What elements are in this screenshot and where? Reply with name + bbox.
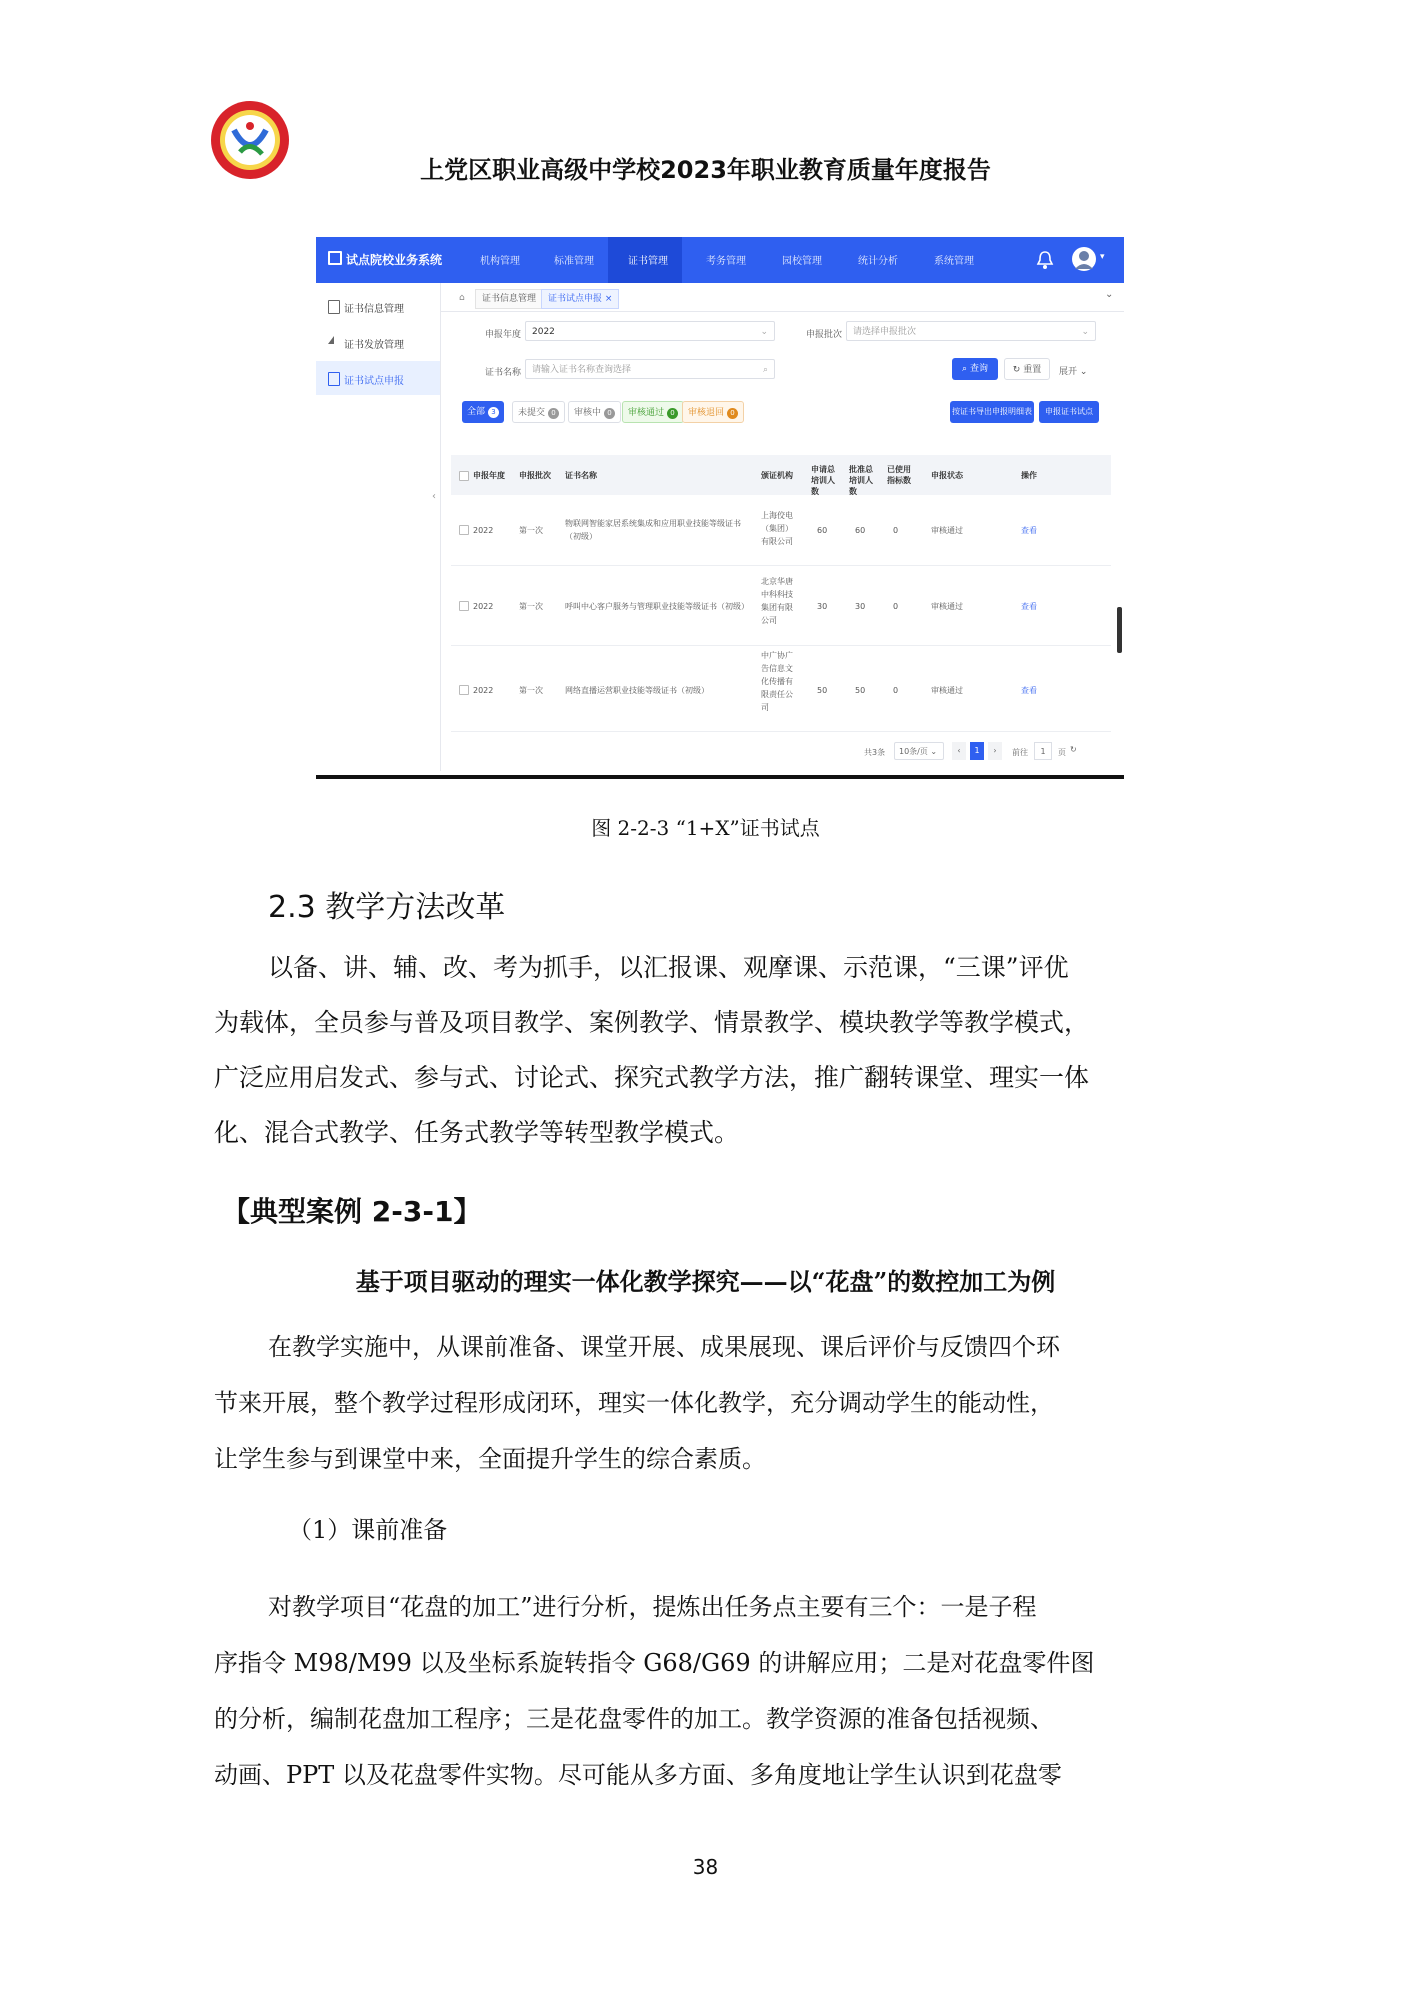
cell-apply: 50: [817, 686, 828, 695]
col-batch: 申报批次: [519, 471, 551, 480]
cell-year: 2022: [473, 602, 494, 611]
batch-placeholder: 请选择申报批次: [853, 327, 917, 337]
chevron-down-icon: ⌄: [1079, 367, 1088, 377]
col-approve-count: 批准总培训人数: [849, 465, 873, 496]
view-link[interactable]: 查看: [1021, 686, 1037, 695]
sidebar-item-cert-apply[interactable]: [316, 361, 440, 395]
page-number: 38: [692, 1855, 719, 1879]
nav-item-org[interactable]: 机构管理: [480, 256, 520, 267]
table-row: [451, 567, 1111, 645]
refresh-icon: ↻: [1012, 365, 1021, 375]
status-label: 未提交: [518, 408, 546, 418]
status-label: 审核退回: [688, 408, 725, 418]
cell-used: 0: [893, 686, 899, 695]
cert-name-input[interactable]: [525, 359, 775, 379]
nav-item-exam[interactable]: 考务管理: [706, 256, 746, 267]
col-apply-count: 申请总培训人数: [811, 465, 835, 496]
table-row: [451, 495, 1111, 565]
sub-heading: （1）课前准备: [288, 1516, 448, 1544]
figure-caption: 图 2-2-3 “1+X”证书试点: [591, 816, 820, 840]
status-all[interactable]: [462, 401, 504, 423]
search-button[interactable]: [952, 358, 998, 380]
search-icon: ⌕: [962, 364, 968, 374]
section-paragraph-line: 广泛应用启发式、参与式、讨论式、探究式教学方法，推广翻转课堂、理实一体: [214, 1063, 1090, 1092]
cell-batch: 第一次: [519, 686, 543, 695]
file-icon: [328, 372, 340, 386]
status-count: 0: [667, 408, 678, 419]
nav-item-standard[interactable]: 标准管理: [554, 256, 594, 267]
page-size-select[interactable]: 10条/页 ⌄: [894, 742, 944, 760]
year-value: 2022: [532, 327, 555, 337]
chevron-down-icon[interactable]: ⌄: [1105, 289, 1114, 300]
system-screenshot: [316, 237, 1124, 779]
cell-cert-name: 物联网智能家居系统集成和应用职业技能等级证书（初级）: [565, 519, 741, 541]
table-header: [451, 455, 1111, 495]
bell-icon[interactable]: [1036, 250, 1054, 270]
cell-status: 审核通过: [931, 686, 963, 695]
cell-approve: 30: [855, 602, 866, 611]
row-checkbox[interactable]: [459, 685, 469, 695]
section-paragraph-line: 为载体，全员参与普及项目教学、案例教学、情景教学、模块教学等教学模式，: [214, 1008, 1090, 1037]
col-year: 申报年度: [473, 471, 505, 480]
cell-used: 0: [893, 602, 899, 611]
cell-apply: 60: [817, 526, 828, 535]
col-action: 操作: [1021, 471, 1037, 480]
status-count: 0: [548, 408, 559, 419]
cell-year: 2022: [473, 526, 494, 535]
row-divider: [451, 565, 1111, 566]
status-count: 3: [488, 407, 499, 418]
scrollbar-thumb[interactable]: [1117, 607, 1122, 653]
row-divider: [451, 731, 1111, 732]
tab-bar: [441, 283, 1124, 312]
status-returned[interactable]: [682, 401, 744, 423]
row-divider: [451, 645, 1111, 646]
batch-select[interactable]: [846, 321, 1096, 341]
reset-button[interactable]: [1004, 358, 1050, 380]
cell-cert-name: 呼叫中心客户服务与管理职业技能等级证书（初级）: [565, 602, 749, 611]
table-row: [451, 647, 1111, 731]
name-label: 证书名称: [485, 368, 522, 378]
page-size-value: 10条/页: [899, 747, 928, 756]
section-heading: 2.3 教学方法改革: [268, 890, 506, 925]
col-org: 颁证机构: [761, 471, 793, 480]
view-link[interactable]: 查看: [1021, 526, 1037, 535]
tab-label: 证书试点申报: [548, 294, 603, 304]
prep-paragraph-line: 对教学项目“花盘的加工”进行分析，提炼出任务点主要有三个：一是子程: [268, 1593, 1037, 1621]
year-select[interactable]: [525, 321, 775, 341]
book-icon: [328, 251, 342, 265]
batch-label: 申报批次: [806, 330, 843, 340]
brand-label: 试点院校业务系统: [346, 253, 443, 267]
cell-batch: 第一次: [519, 526, 543, 535]
nav-item-certificate[interactable]: 证书管理: [628, 256, 668, 267]
status-reviewing[interactable]: [568, 401, 621, 423]
view-link[interactable]: 查看: [1021, 602, 1037, 611]
case-title: 基于项目驱动的理实一体化教学探究——以“花盘”的数控加工为例: [355, 1267, 1056, 1296]
nav-item-system[interactable]: 系统管理: [934, 256, 974, 267]
status-label: 审核中: [574, 408, 602, 418]
cell-batch: 第一次: [519, 602, 543, 611]
reset-label: 重置: [1023, 365, 1042, 375]
tab-cert-info[interactable]: 证书信息管理: [475, 289, 543, 309]
cell-approve: 50: [855, 686, 866, 695]
sidebar-item-label: 证书试点申报: [344, 376, 404, 387]
sidebar-item-label: 证书发放管理: [344, 340, 404, 351]
home-icon[interactable]: ⌂: [459, 293, 465, 303]
cell-org: 北京华唐中科科技集团有限公司: [761, 577, 793, 625]
expand-link[interactable]: [1059, 364, 1087, 377]
goto-label: 前往: [1012, 748, 1028, 757]
chevron-down-icon: ⌄: [760, 327, 768, 337]
sidebar-item-cert-info[interactable]: [316, 289, 440, 323]
year-label: 申报年度: [485, 330, 522, 340]
chevron-down-icon: ⌄: [1081, 327, 1089, 337]
case-heading: 【典型案例 2-3-1】: [222, 1195, 482, 1228]
goto-input[interactable]: 1: [1034, 742, 1052, 760]
status-unsubmitted[interactable]: [512, 401, 565, 423]
case-paragraph-line: 让学生参与到课堂中来，全面提升学生的综合素质。: [214, 1445, 766, 1473]
total-count: 共3条: [864, 748, 886, 757]
sidebar-item-label: 证书信息管理: [344, 304, 404, 315]
cell-status: 审核通过: [931, 526, 963, 535]
status-approved[interactable]: [622, 401, 684, 423]
section-paragraph-line: 以备、讲、辅、改、考为抓手，以汇报课、观摩课、示范课，“三课”评优: [268, 953, 1069, 982]
document-icon: [328, 300, 340, 314]
page-unit-label: 页: [1058, 748, 1066, 757]
cell-used: 0: [893, 526, 899, 535]
brand-title: [328, 251, 442, 268]
collapse-chevron-icon[interactable]: ‹: [432, 491, 436, 502]
prep-paragraph-line: 序指令 M98/M99 以及坐标系旋转指令 G68/G69 的讲解应用；二是对花盘零件图: [214, 1649, 1095, 1677]
expand-label: 展开: [1059, 367, 1078, 377]
cell-org: 中广协广告信息文化传播有限责任公司: [761, 651, 793, 712]
apply-button[interactable]: 申报证书试点: [1039, 401, 1099, 423]
send-icon: [328, 336, 334, 344]
cell-apply: 30: [817, 602, 828, 611]
status-count: 0: [727, 408, 738, 419]
refresh-icon[interactable]: ↻: [1070, 745, 1077, 754]
export-button[interactable]: 按证书导出申报明细表: [950, 401, 1034, 423]
user-icon: [1072, 247, 1096, 271]
status-label: 审核通过: [628, 408, 665, 418]
cell-approve: 60: [855, 526, 866, 535]
status-count: 0: [604, 408, 615, 419]
col-status: 申报状态: [931, 471, 963, 480]
page-1-button[interactable]: 1: [970, 742, 984, 760]
col-cert-name: 证书名称: [565, 471, 597, 480]
row-checkbox[interactable]: [459, 601, 469, 611]
col-used-count: 已使用指标数: [887, 465, 911, 485]
nav-item-school[interactable]: 园校管理: [782, 256, 822, 267]
cell-org: 上海佼电（集团）有限公司: [761, 511, 793, 546]
prev-page-button[interactable]: ‹: [952, 742, 966, 760]
top-nav-bar: [316, 237, 1124, 283]
user-avatar[interactable]: [1072, 247, 1096, 271]
cert-name-placeholder: 请输入证书名称查询选择: [532, 365, 632, 375]
close-icon[interactable]: ×: [604, 294, 613, 304]
next-page-button[interactable]: ›: [988, 742, 1002, 760]
document-header: 上党区职业高级中学校2023年职业教育质量年度报告: [420, 156, 991, 184]
tab-cert-apply[interactable]: [541, 289, 619, 309]
status-label: 全部: [467, 407, 486, 417]
caret-down-icon[interactable]: ▾: [1100, 252, 1105, 262]
select-all-checkbox[interactable]: [459, 471, 469, 481]
nav-item-stats[interactable]: 统计分析: [858, 256, 898, 267]
prep-paragraph-line: 动画、PPT 以及花盘零件实物。尽可能从多方面、多角度地让学生认识到花盘零: [214, 1761, 1062, 1789]
section-paragraph-line: 化、混合式教学、任务式教学等转型教学模式。: [214, 1118, 740, 1147]
pagination: [864, 741, 1114, 763]
case-paragraph-line: 节来开展，整个教学过程形成闭环，理实一体化教学，充分调动学生的能动性，: [214, 1389, 1054, 1417]
case-paragraph-line: 在教学实施中，从课前准备、课堂开展、成果展现、课后评价与反馈四个环: [268, 1333, 1060, 1361]
sidebar: [316, 283, 441, 771]
row-checkbox[interactable]: [459, 525, 469, 535]
search-icon: ⌕: [762, 365, 768, 375]
cell-status: 审核通过: [931, 602, 963, 611]
sidebar-item-cert-issue[interactable]: [316, 325, 440, 359]
search-label: 查询: [969, 364, 988, 374]
cell-cert-name: 网络直播运营职业技能等级证书（初级）: [565, 686, 709, 695]
cell-year: 2022: [473, 686, 494, 695]
prep-paragraph-line: 的分析，编制花盘加工程序；三是花盘零件的加工。教学资源的准备包括视频、: [214, 1705, 1054, 1733]
